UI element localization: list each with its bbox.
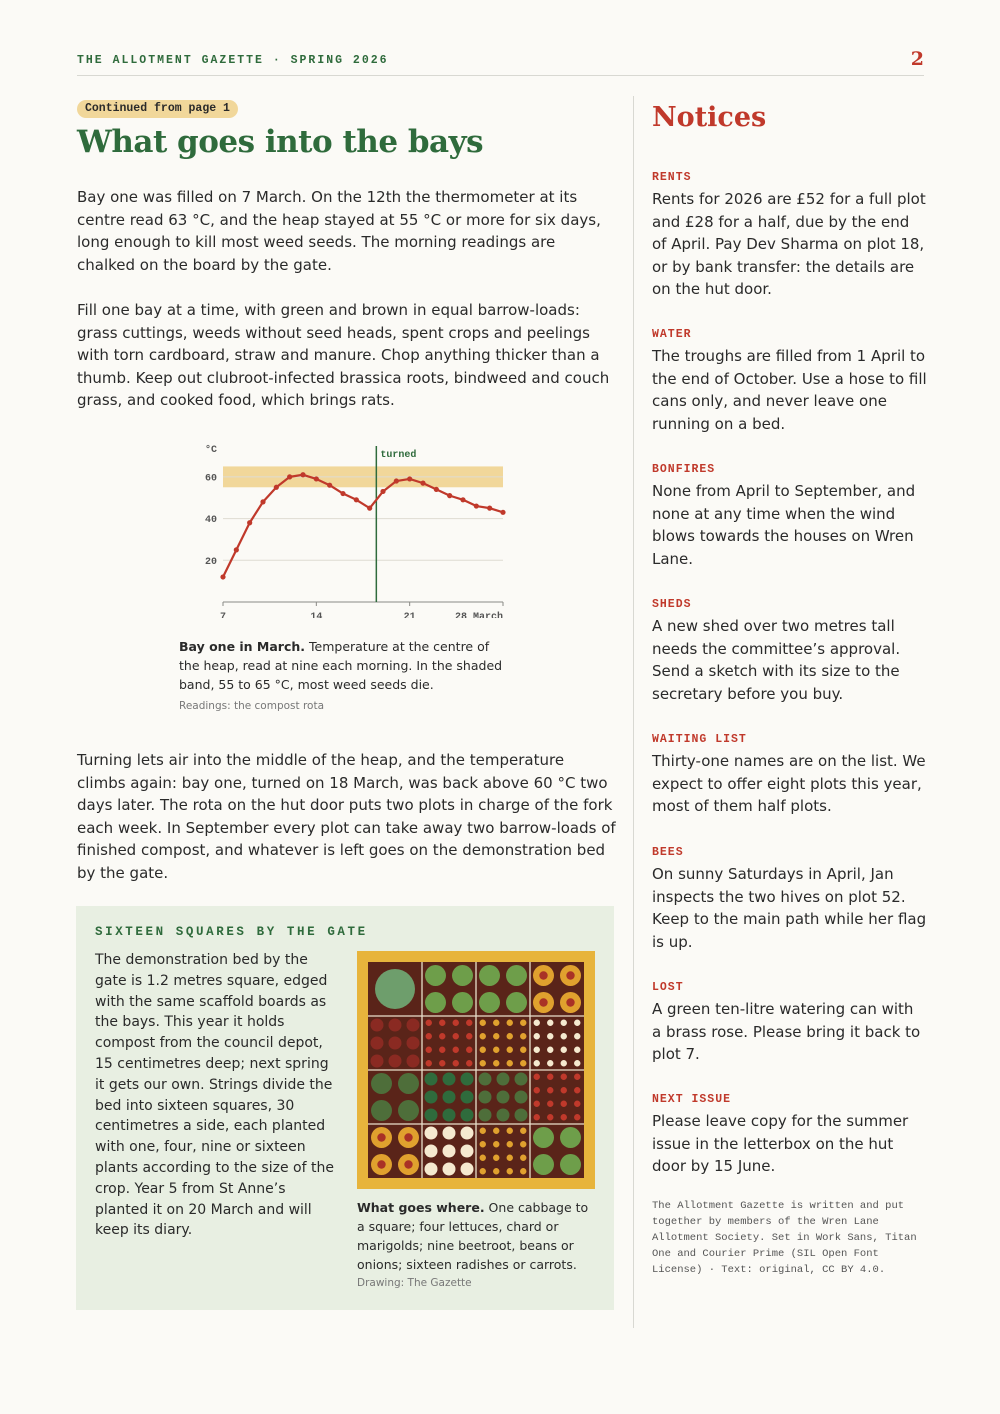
chart-x-tick-label: 28 March: [454, 612, 503, 618]
bed-plant: [561, 1047, 567, 1053]
bed-plant: [534, 1101, 540, 1107]
chart-point: [500, 510, 505, 515]
chart-point: [460, 497, 465, 502]
bed-plant: [520, 1060, 526, 1066]
bed-plant: [426, 1060, 432, 1066]
chart-x-tick-label: 21: [403, 612, 416, 618]
bed-plant: [534, 1020, 540, 1026]
bed-plant: [453, 1033, 459, 1039]
bed-plant: [520, 1141, 526, 1147]
notice-heading: WAITING LIST: [652, 733, 747, 746]
bed-plant: [534, 1087, 540, 1093]
bed-plant: [515, 1109, 528, 1122]
chart-point: [474, 503, 479, 508]
masthead: [77, 48, 924, 76]
bed-plant: [506, 965, 527, 986]
bed-plant: [466, 1060, 472, 1066]
bed-plant: [398, 1073, 419, 1094]
bed-plant: [426, 1047, 432, 1053]
bed-plant: [480, 1128, 486, 1134]
bed-plant: [479, 992, 500, 1013]
bed-plant: [439, 1020, 445, 1026]
bed-plant-center: [539, 971, 547, 979]
bed-plant: [561, 1074, 567, 1080]
bed-plant: [425, 1073, 438, 1086]
bed-plant: [479, 965, 500, 986]
chart-series-line: [223, 475, 503, 577]
bed-plant-center: [377, 1133, 385, 1141]
chart-point: [407, 476, 412, 481]
bed-plant: [493, 1020, 499, 1026]
bed-plant: [466, 1033, 472, 1039]
bed-plant: [520, 1168, 526, 1174]
chart-x-tick-label: 14: [310, 612, 323, 618]
bed-plant: [520, 1033, 526, 1039]
notice-body: Please leave copy for the summer issue in the letterbox on the hut door by 15 June.: [652, 1112, 909, 1175]
bed-plant: [534, 1033, 540, 1039]
bed-plant: [452, 992, 473, 1013]
chart-caption: [179, 637, 509, 694]
bed-plant: [371, 1100, 392, 1121]
chart-point: [354, 497, 359, 502]
bed-plant: [574, 1033, 580, 1039]
bed-plant: [389, 1037, 402, 1050]
chart-point: [260, 499, 265, 504]
bed-plant: [480, 1168, 486, 1174]
chart-point: [274, 485, 279, 490]
bed-plant: [443, 1127, 456, 1140]
bed-plant: [497, 1109, 510, 1122]
bed-plant: [534, 1114, 540, 1120]
bed-plant: [560, 1154, 581, 1175]
chart-y-axis-label: °C: [204, 445, 217, 456]
bed-plant-center: [566, 998, 574, 1006]
bed-plant: [480, 1047, 486, 1053]
chart-point: [327, 483, 332, 488]
bed-plant: [520, 1020, 526, 1026]
bed-plant: [461, 1073, 474, 1086]
notice-waiting-list: [652, 730, 927, 818]
bed-plant: [371, 1037, 384, 1050]
bed-plant: [407, 1037, 420, 1050]
chart-y-tick-label: 60: [204, 473, 217, 485]
bed-plant: [520, 1047, 526, 1053]
bed-plant-center: [566, 971, 574, 979]
notice-rents: [652, 168, 927, 301]
bed-caption-bold: What goes where.: [357, 1200, 485, 1215]
bed-plant: [507, 1047, 513, 1053]
bed-plant: [425, 1145, 438, 1158]
article-paragraph: Turning lets air into the middle of the heap, and the temperature climbs again: bay one, turned on 18 March, was back above 60 °C two days later. The rota on the hut door puts two plots in charge of the fork each week. In September every plot can take away two barrow-loads of finished compost, and whatever is left goes on the demonstration bed by the gate.: [77, 751, 616, 882]
headline: What goes into the bays: [77, 124, 484, 160]
bed-plant: [425, 992, 446, 1013]
bed-plant: [493, 1141, 499, 1147]
bed-plant: [425, 965, 446, 986]
bed-plant: [425, 1091, 438, 1104]
notice-next-issue: [652, 1090, 927, 1178]
bed-plant: [547, 1074, 553, 1080]
page-number: 2: [910, 48, 924, 70]
chart-point: [234, 547, 239, 552]
bed-plant: [497, 1091, 510, 1104]
bed-plant: [547, 1020, 553, 1026]
chart-x-tick-label: 7: [219, 612, 227, 618]
chart-y-tick-label: 20: [204, 556, 217, 568]
chart-point: [287, 474, 292, 479]
bed-plant: [507, 1128, 513, 1134]
bed-plant: [574, 1060, 580, 1066]
chart-point: [314, 476, 319, 481]
bed-plant: [493, 1128, 499, 1134]
notice-body: The troughs are filled from 1 April to the end of October. Use a hose to fill cans only, and never leave one running on a bed.: [652, 347, 927, 433]
bed-plant: [425, 1163, 438, 1176]
chart-point: [340, 491, 345, 496]
article-paragraph: Bay one was filled on 7 March. On the 12th the thermometer at its centre read 63 °C, and the heap stayed at 55 °C or more for six days, long enough to kill most weed seeds. The morning readings are chalked on the board by the gate.: [77, 188, 601, 274]
bed-credit: Drawing: The Gazette: [357, 1277, 472, 1289]
bed-plant: [443, 1145, 456, 1158]
bed-plant: [506, 992, 527, 1013]
bed-plant: [425, 1109, 438, 1122]
notice-body: A green ten-litre watering can with a brass rose. Please bring it back to plot 7.: [652, 1000, 921, 1063]
bed-plant: [561, 1087, 567, 1093]
bed-plant: [407, 1019, 420, 1032]
bed-plant: [466, 1047, 472, 1053]
bed-plant: [425, 1127, 438, 1140]
bed-plant: [371, 1055, 384, 1068]
bed-plant: [515, 1091, 528, 1104]
bed-plant: [466, 1020, 472, 1026]
bed-plant: [452, 965, 473, 986]
bed-plant: [426, 1020, 432, 1026]
bed-plant: [574, 1114, 580, 1120]
bed-plant: [461, 1091, 474, 1104]
notice-body: A new shed over two metres tall needs the committee’s approval. Send a sketch with its size to the secretary before you buy.: [652, 617, 901, 703]
bed-plant: [574, 1101, 580, 1107]
bed-plant: [493, 1033, 499, 1039]
sidebar-box: [76, 906, 614, 1310]
bed-plant: [561, 1101, 567, 1107]
chart-caption-text: Temperature at the centre of the heap, read at nine each morning. In the shaded band, 55 to 65 °C, most weed seeds die.: [179, 639, 503, 692]
bed-plant: [443, 1109, 456, 1122]
bed-plant: [561, 1033, 567, 1039]
notice-heading: WATER: [652, 328, 692, 341]
notice-water: [652, 325, 927, 435]
bed-plant: [507, 1060, 513, 1066]
notice-lost: [652, 978, 927, 1066]
bed-plant-center: [404, 1133, 412, 1141]
bed-plant: [479, 1073, 492, 1086]
bed-plant: [547, 1033, 553, 1039]
bed-plant: [574, 1020, 580, 1026]
bed-caption-text: One cabbage to a square; four lettuces, chard or marigolds; nine beetroot, beans or onions; sixteen radishes or carrots.: [357, 1200, 589, 1272]
bed-plant: [479, 1109, 492, 1122]
bed-plant: [560, 1127, 581, 1148]
chart-point: [247, 520, 252, 525]
bed-plant: [520, 1155, 526, 1161]
bed-caption: [357, 1198, 597, 1274]
bed-plant: [547, 1060, 553, 1066]
bed-svg: [368, 962, 584, 1178]
chart-point: [447, 493, 452, 498]
chart-y-tick-label: 40: [204, 515, 217, 527]
bed-plant: [443, 1073, 456, 1086]
bed-plant: [574, 1087, 580, 1093]
bed-plant: [480, 1033, 486, 1039]
bed-plant: [534, 1074, 540, 1080]
notice-heading: BEES: [652, 846, 684, 859]
bed-plant: [497, 1073, 510, 1086]
bed-plant: [507, 1020, 513, 1026]
bed-plant: [453, 1020, 459, 1026]
bed-plant: [453, 1047, 459, 1053]
masthead-title: THE ALLOTMENT GAZETTE · SPRING 2026: [77, 54, 389, 67]
bed-plant: [480, 1155, 486, 1161]
bed-plant: [426, 1033, 432, 1039]
notice-heading: NEXT ISSUE: [652, 1093, 732, 1106]
bed-plant: [533, 1127, 554, 1148]
bed-plant: [515, 1073, 528, 1086]
chart-point: [394, 478, 399, 483]
bed-plant: [561, 1060, 567, 1066]
bed-plant: [443, 1091, 456, 1104]
notice-heading: BONFIRES: [652, 463, 716, 476]
bed-plant: [547, 1101, 553, 1107]
bed-plant: [439, 1047, 445, 1053]
column-divider: [633, 96, 634, 1328]
bed-plant: [439, 1060, 445, 1066]
bed-plant: [375, 969, 415, 1009]
bed-plant: [520, 1128, 526, 1134]
bed-plant: [507, 1141, 513, 1147]
bed-plant: [574, 1074, 580, 1080]
bed-drawing: [357, 951, 595, 1189]
article-paragraph: Fill one bay at a time, with green and brown in equal barrow-loads: grass cuttings, weeds without seed heads, spent crops and peelings with torn cardboard, straw and manure. Chop anything thicker than a thumb. Keep out clubroot-infected brassica roots, bindweed and couch grass, and cooked food, which brings rats.: [77, 301, 610, 409]
notice-body: Thirty-one names are on the list. We expect to offer eight plots this year, most of them half plots.: [652, 752, 926, 815]
notice-heading: LOST: [652, 981, 684, 994]
bed-plant: [574, 1047, 580, 1053]
bed-plant: [439, 1033, 445, 1039]
notice-bees: [652, 843, 927, 953]
bed-plant: [480, 1060, 486, 1066]
bed-plant: [547, 1047, 553, 1053]
chart-credit: Readings: the compost rota: [179, 700, 325, 712]
notice-body: On sunny Saturdays in April, Jan inspects the two hives on plot 52. Keep to the main path while her flag is up.: [652, 865, 927, 951]
bed-plant: [443, 1163, 456, 1176]
bed-plant: [507, 1155, 513, 1161]
chart-point: [487, 506, 492, 511]
notice-bonfires: [652, 460, 927, 570]
bed-plant: [547, 1087, 553, 1093]
chart-point: [420, 481, 425, 486]
box-title: SIXTEEN SQUARES BY THE GATE: [95, 925, 368, 939]
chart-point: [367, 506, 372, 511]
bed-plant: [534, 1060, 540, 1066]
bed-plant: [461, 1127, 474, 1140]
notice-heading: SHEDS: [652, 598, 692, 611]
bed-plant: [407, 1055, 420, 1068]
chart-point: [380, 489, 385, 494]
bed-plant: [461, 1163, 474, 1176]
chart-svg: [177, 438, 517, 618]
notice-body: Rents for 2026 are £52 for a full plot and £28 for a half, due by the end of April. Pay Dev Sharma on plot 18, or by bank transfer: the details are on the hut door.: [652, 190, 926, 298]
notice-heading: RENTS: [652, 171, 692, 184]
bed-plant: [493, 1060, 499, 1066]
bed-plant: [533, 1154, 554, 1175]
notices-title: Notices: [652, 102, 767, 133]
bed-plant: [507, 1033, 513, 1039]
bed-plant: [371, 1019, 384, 1032]
bed-plant: [534, 1047, 540, 1053]
notice-sheds: [652, 595, 927, 705]
chart-point: [434, 487, 439, 492]
chart-point: [220, 574, 225, 579]
bed-plant-center: [404, 1160, 412, 1168]
chart-point: [300, 472, 305, 477]
bed-plant: [371, 1073, 392, 1094]
chart-caption-bold: Bay one in March.: [179, 639, 306, 654]
continued-badge: Continued from page 1: [77, 100, 238, 118]
bed-plant-center: [539, 998, 547, 1006]
bed-plant: [461, 1109, 474, 1122]
bed-plant: [493, 1168, 499, 1174]
notice-body: None from April to September, and none at any time when the wind blows towards the houses on Wren Lane.: [652, 482, 916, 568]
bed-plant: [480, 1141, 486, 1147]
bed-plant: [561, 1020, 567, 1026]
bed-plant: [453, 1060, 459, 1066]
bed-plant: [461, 1145, 474, 1158]
bed-plant: [507, 1168, 513, 1174]
bed-plant: [479, 1091, 492, 1104]
bed-plant: [493, 1155, 499, 1161]
bed-plant: [561, 1114, 567, 1120]
chart-turned-label: turned: [380, 450, 417, 461]
bed-plant: [389, 1055, 402, 1068]
colophon: The Allotment Gazette is written and put together by members of the Wren Lane Allotment Society. Set in Work Sans, Titan One and Courier Prime (SIL Open Font License) · Text: original, CC BY 4.0.: [652, 1200, 917, 1276]
bed-plant: [480, 1020, 486, 1026]
bed-plant: [398, 1100, 419, 1121]
temperature-chart: [177, 438, 517, 618]
bed-plant: [547, 1114, 553, 1120]
box-text: The demonstration bed by the gate is 1.2 metres square, edged with the same scaffold boards as the bays. This year it holds compost from the council depot, 15 centimetres deep; next spring it gets our own. Strings divide the bed into sixteen squares, 30 centimetres a side, each planted with one, four, nine or sixteen plants according to the size of the crop. Year 5 from St Anne’s planted it on 20 March and will keep its diary.: [95, 952, 334, 1239]
bed-plant: [493, 1047, 499, 1053]
bed-plant: [389, 1019, 402, 1032]
bed-plant-center: [377, 1160, 385, 1168]
